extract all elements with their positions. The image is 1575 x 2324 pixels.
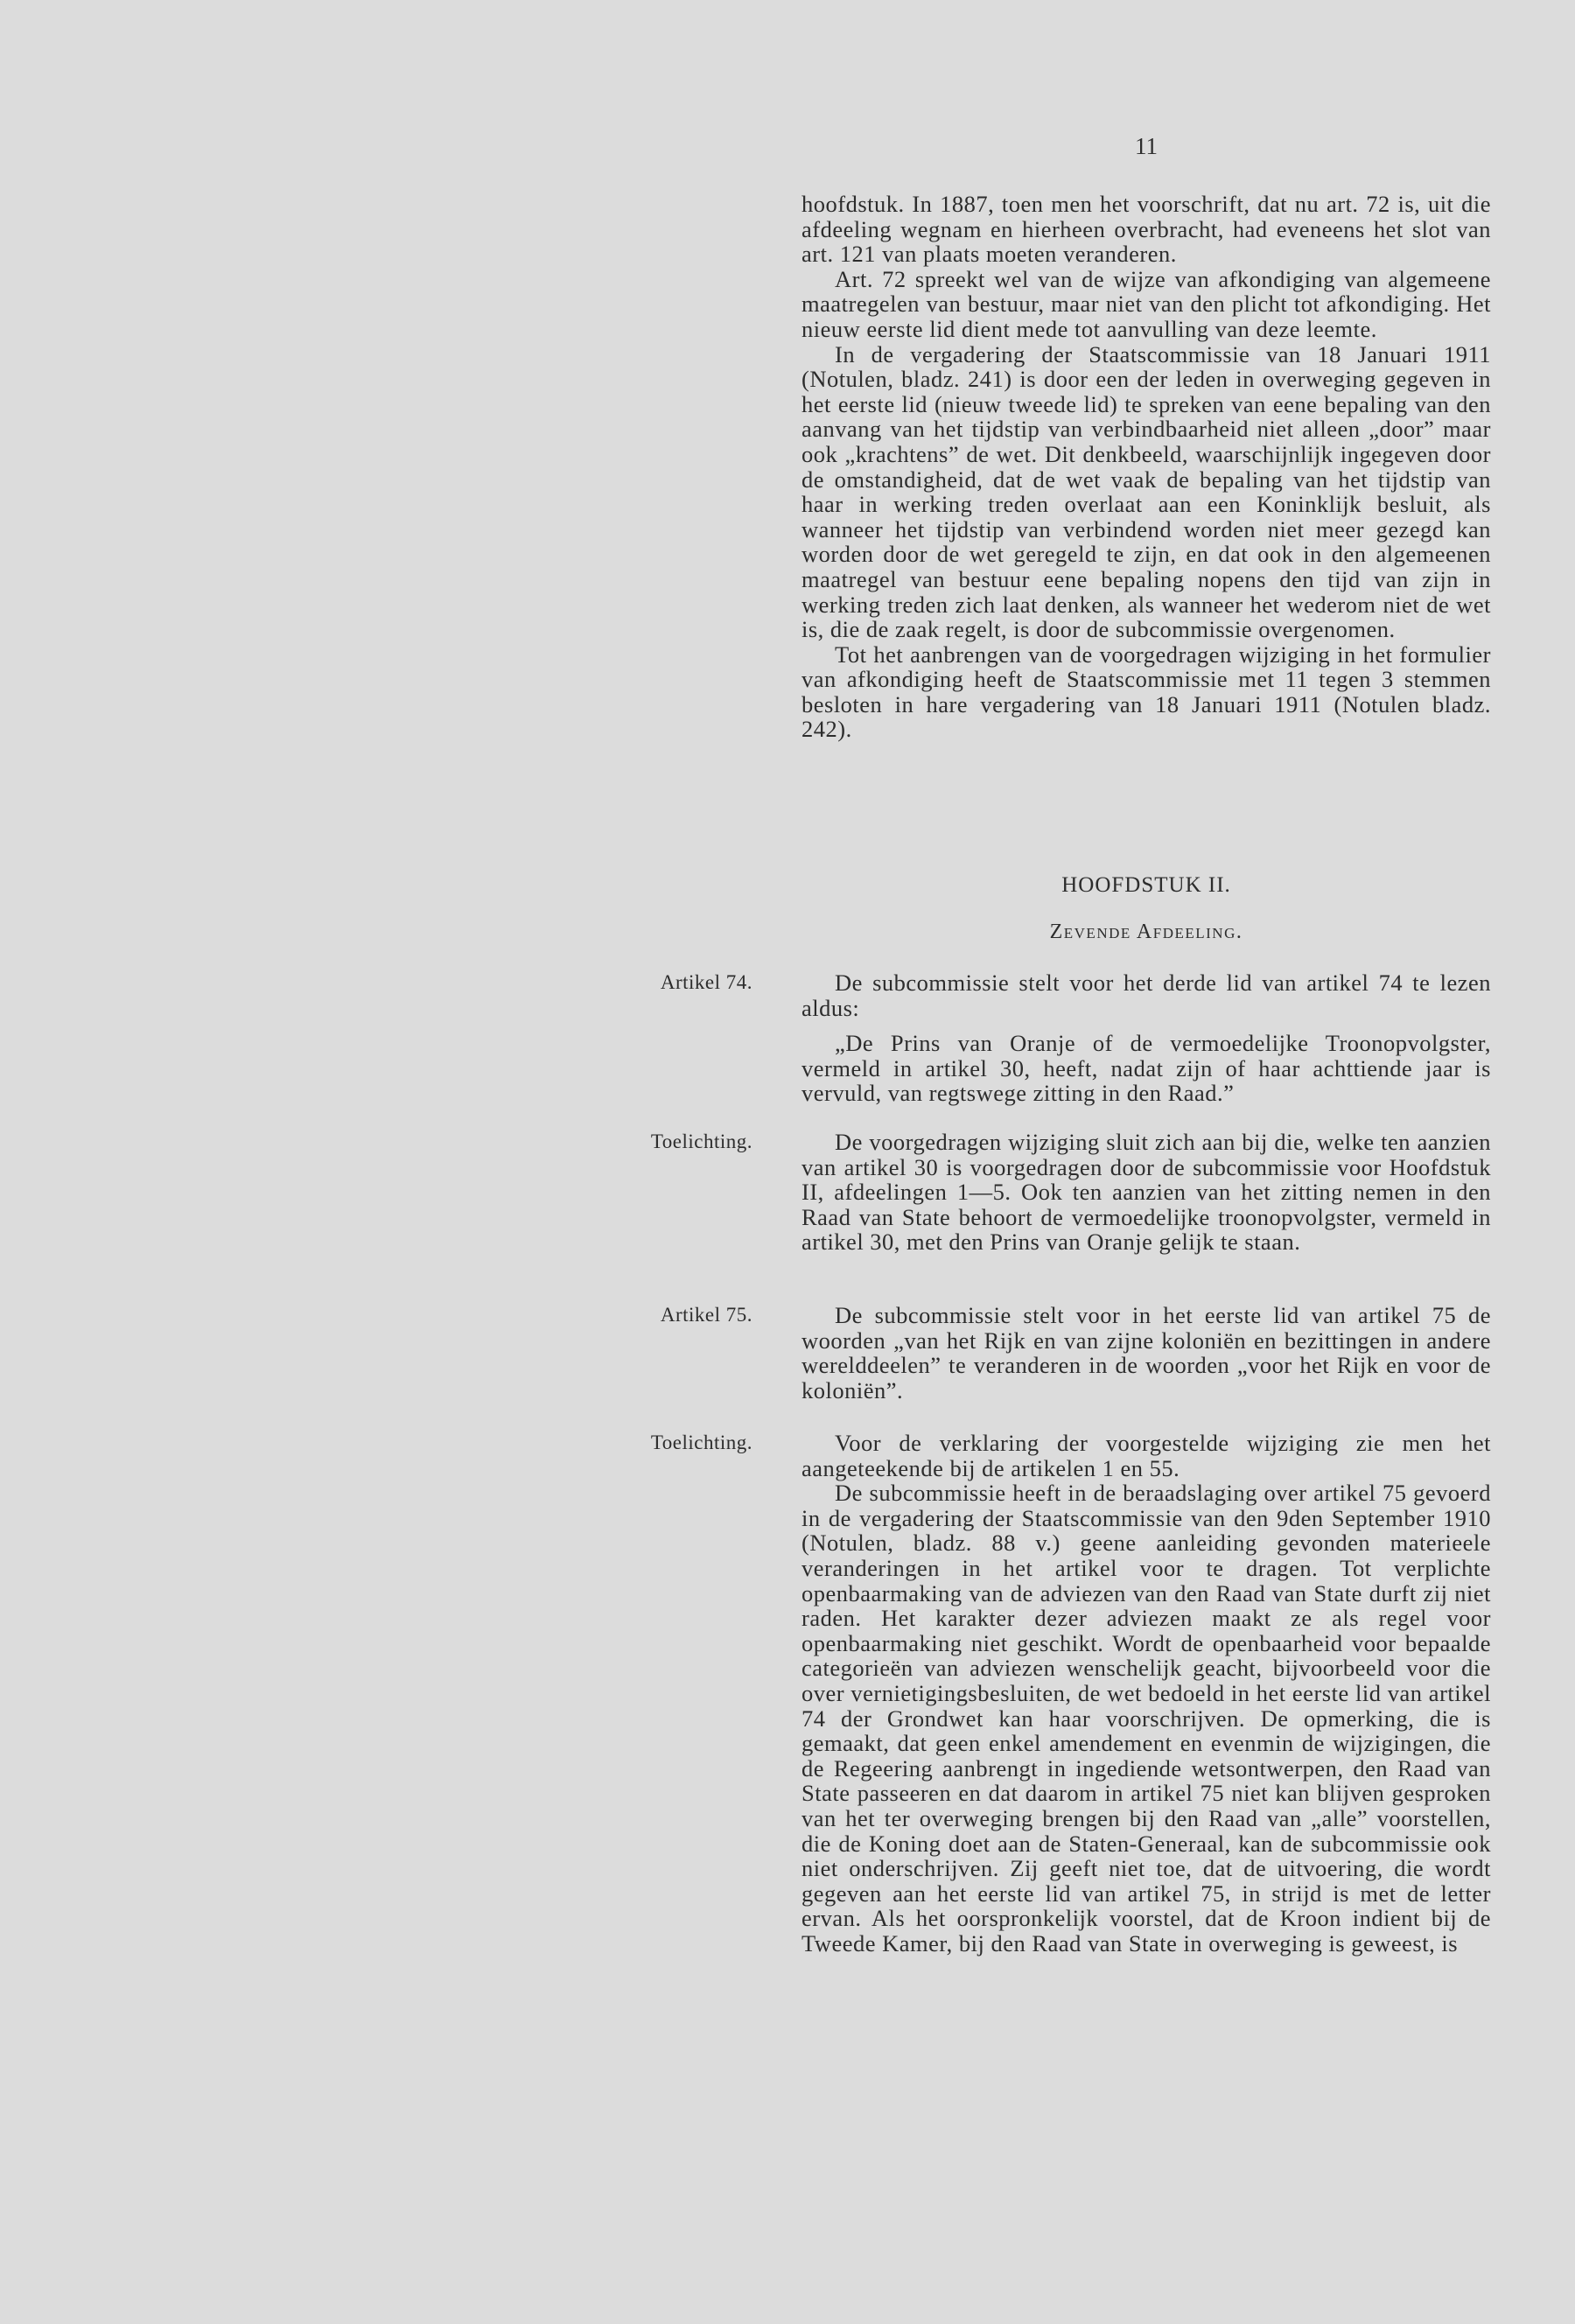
artikel-74-block [802, 970, 1491, 1106]
paragraph: De subcommissie stelt voor het derde lid van artikel 74 te lezen aldus: [802, 970, 1491, 1021]
toelichting-2-block [802, 1431, 1491, 1956]
paragraph: Tot het aanbrengen van de voorgedragen wijziging in het formulier van afkondiging heeft de Staatscommissie met 11 tegen 3 stemmen besloten in hare vergadering van 18 Januari 1911 (Notulen bladz. 242). [802, 640, 1491, 743]
paragraph: In de vergadering der Staatscommissie van 18 Januari 1911 (Notulen, bladz. 241) is door een der leden in overweging gegeven in het eerste lid (nieuw tweede lid) te spreken van eene bepaling van den aanvang van het tijdstip van verbindbaarheid niet alleen „door” maar ook „krachtens” de wet. Dit denkbeeld, waarschijnlijk ingegeven door de omstandigheid, dat de wet vaak de bepaling van het tijdstip van haar in werking treden overlaat aan een Koninklijk besluit, als wanneer het tijdstip van verbindend worden niet meer gezegd kan worden door de wet geregeld te zijn, en dat ook in den algemeenen maatregel van bestuur eene bepaling nopens den tijd van zijn in werking treden zich laat denken, als wanneer het wederom niet de wet is, die de zaak regelt, is door de subcommissie overgenomen. [802, 340, 1491, 643]
paragraph: hoofdstuk. In 1887, toen men het voorschrift, dat nu art. 72 is, uit die afdeeling wegnam en hierheen overbracht, had eveneens het slot van art. 121 van plaats moeten veranderen. [802, 191, 1491, 268]
quoted-text: „De Prins van Oranje of de vermoedelijke Troonopvolgster, vermeld in artikel 30, heeft, nadat zijn of haar achttiende jaar is vervuld, van regtswege zitting in den Raad.” [802, 1030, 1491, 1107]
paragraph: Voor de verklaring der voorgestelde wijziging zie men het aangeteekende bij de artikelen 1 en 55. [802, 1430, 1491, 1481]
margin-label-artikel-74: Artikel 74. [660, 971, 752, 993]
page-number: 11 [1135, 133, 1158, 159]
margin-label-toelichting: Toelichting. [650, 1432, 752, 1453]
chapter-heading: HOOFDSTUK II. [1061, 873, 1231, 897]
margin-label-artikel-75: Artikel 75. [660, 1304, 752, 1326]
intro-text-block [802, 192, 1491, 742]
paragraph: De subcommissie heeft in de beraadslaging over artikel 75 gevoerd in de vergadering der Staatscommissie van den 9den September 1910 (Notulen, bladz. 88 v.) geene aanleiding gevonden materieele veranderingen in het artikel voor te dragen. Tot verplichte openbaarmaking van de adviezen van den Raad van State durft zij niet raden. Het karakter dezer adviezen maakt ze als regel voor openbaarmaking niet geschikt. Wordt de openbaarheid voor bepaalde categorieën van adviezen wenschelijk geacht, bijvoorbeeld voor die over vernietigingsbesluiten, de wet bedoeld in het eerste lid van artikel 74 der Grondwet kan haar voorschrijven. De opmerking, die is gemaakt, dat geen enkel amendement en evenmin de wijzigingen, die de Regeering aanbrengt in ingediende wetsontwerpen, den Raad van State passeeren en dat daarom in artikel 75 niet kan blijven gesproken van het ter overweging brengen bij den Raad van „alle” voorstellen, die de Koning doet aan de Staten-Generaal, kan de subcommissie ook niet onderschrijven. Zij geeft niet toe, dat de uitvoering, die wordt gegeven aan het eerste lid van artikel 75, in strijd is met de letter ervan. Als het oorspronkelijk voorstel, dat de Kroon indient bij de Tweede Kamer, bij den Raad van State in overweging is geweest, is [802, 1480, 1491, 1956]
margin-label-toelichting: Toelichting. [650, 1130, 752, 1152]
paragraph: De subcommissie stelt voor in het eerste lid van artikel 75 de woorden „van het Rijk en van zijne koloniën en bezittingen in andere werelddeelen” te veranderen in de woorden „voor het Rijk en voor de koloniën”. [802, 1302, 1491, 1404]
paragraph: De voorgedragen wijziging sluit zich aan bij die, welke ten aanzien van artikel 30 is voorgedragen door de subcommissie voor Hoofdstuk II, afdeelingen 1—5. Ook ten aanzien van het zitting nemen in den Raad van State behoort de vermoedelijke troonopvolgster, vermeld in artikel 30, met den Prins van Oranje gelijk te staan. [802, 1129, 1491, 1256]
toelichting-1-block [802, 1130, 1491, 1255]
artikel-75-block [802, 1303, 1491, 1403]
section-heading: Zevende Afdeeling. [1049, 920, 1243, 943]
paragraph: Art. 72 spreekt wel van de wijze van afkondiging van algemeene maatregelen van bestuur, maar niet van den plicht tot afkondiging. Het nieuw eerste lid dient mede tot aanvulling van deze leemte. [802, 265, 1491, 342]
